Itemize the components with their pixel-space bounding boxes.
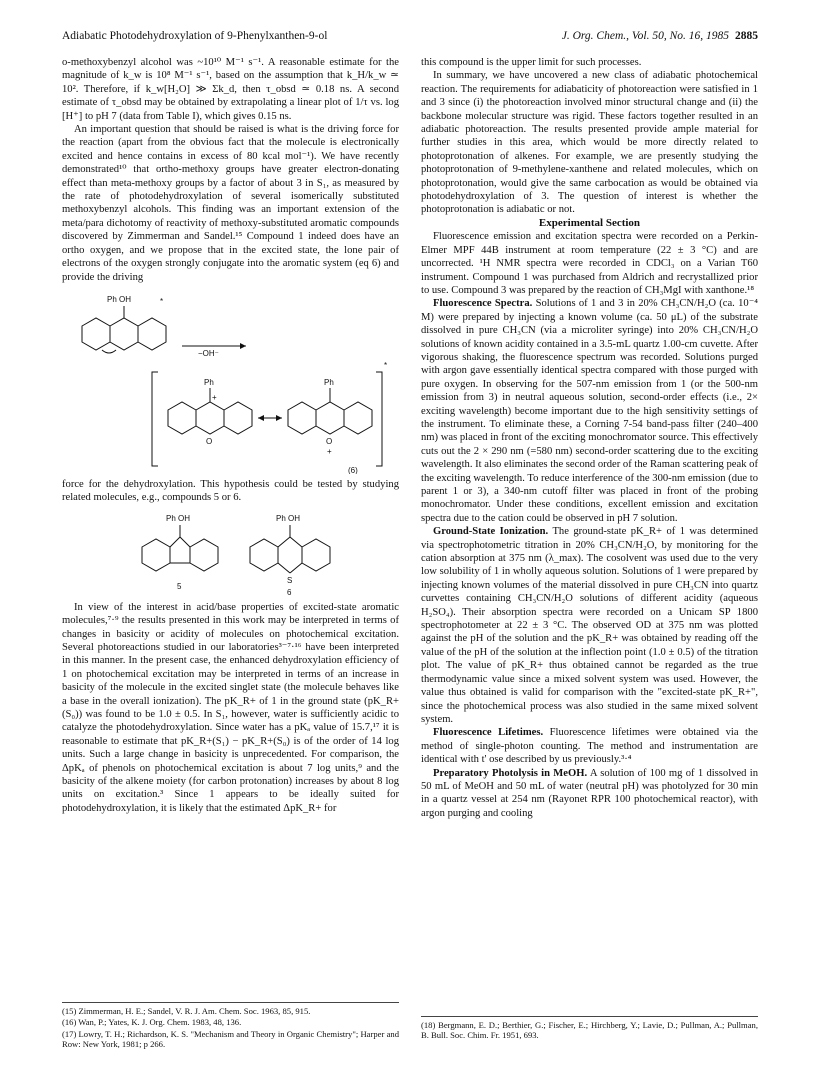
scheme-svg: [62, 288, 399, 474]
excited-star: *: [160, 296, 164, 306]
cation-ph-1: Ph: [204, 377, 214, 387]
paragraph: [421, 525, 758, 726]
left-column: [62, 56, 399, 815]
running-title: Adiabatic Photodehydroxylation of 9-Phenylxanthen-9-ol: [62, 30, 328, 42]
paragraph: [421, 726, 758, 766]
paragraph-body: Fluorescence lifetimes were obtained via the method of single-photon counting. The method and instrumentation are identical with t' ose described by us previously.³·⁴: [421, 727, 758, 766]
paragraph: [421, 767, 758, 821]
paragraph: In summary, we have uncovered a new class of adiabatic photochemical reaction. The requirements for adiabaticity of photoreaction were satisfied in 1 and 3 since (i) the photoreaction involved minor structural change and (ii) the backbone molecular structure was rigid. These factors together resulted in an adiabatic photoreaction. The results presented provide ample material for further studies in this area, which would be more directly related to photoprotonation of alkenes. For example, we are presently studying the photoprotonation of 9-methylene-xanthene and related molecules, which on photoprotonation, would give the same carbocation as would be obtained via photodehydroxylation of 3. The question of interest is whether the photoprotonation is adiabatic or not.: [421, 70, 758, 216]
sulfur-atom: S: [287, 575, 293, 585]
paragraph: An important question that should be raised is what is the driving force for the reaction (apart from the obvious fact that the molecule is electronically excited and hence contains in excess of 80 kcal mol⁻¹). We have recently demonstrated¹⁰ that ortho-methoxy groups have greater electron-donating effect than meta-methoxy groups by a factor of about 3 in S₁, as measured by the rate of photodehydroxylation of several isomerically substituted methoxybenzyl alcohols. This finding was an important extension of the meta/para dichotomy of reactivity of methoxy-substituted aromatic compounds discovered by Zimmerman and Sandel.¹⁵ Compound 1 indeed does have an ortho oxygen, and we propose that in the excited state, the lone pair of electrons of the oxygen strongly conjugate into the aromatic system (eq 6) and provide the driving: [62, 124, 399, 283]
paragraph-body: Solutions of 1 and 3 in 20% CH₃CN/H₂O (ca. 10⁻⁴ M) were prepared by injecting a known volume (ca. 50 μL) of the substrate dissolved in pure CH₃CN (via a microliter syringe) into 20% CH₃CN/H₂O solutions of known acidity contained in a 3.5-mL quartz 1.00-cm cuvette. After vigorous shaking, the fluorescence spectrum was recorded. Solutions purged with argon gave essentially identical spectra compared with those purged with pure oxygen. In observing for the 507-nm emission from 1 (or the 500-nm emission from 3) in neutral aqueous solution, second-order effects (i.e., 2× exciting wavelength) become important due to the high sensitivity settings of the instrument. To eliminate these, a Corning 7-54 band-pass filter (240–400 nm) was placed in front of the exciting monochromator source. This effectively cuts out the 2 × 290 nm (=580 nm) second-order scattering due to the exciting wavelength. It also eliminates the second order of the Raman scattering peak of the exciting wavelength. To reduce interference of the 300-nm emission (due to parent 1 or 3), a 340-nm cutoff filter was placed in front of the probing monochromator. Under these conditions, excellent emission and excitation spectra due to the cation could be observed in pH 7 solution.: [421, 298, 758, 524]
compounds-5-6: [62, 509, 399, 597]
paragraph: [421, 297, 758, 525]
paragraph: Fluorescence emission and excitation spectra were recorded on a Perkin-Elmer MPF 44B instrument at room temperature (22 ± 3 °C) and are uncorrected. ¹H NMR spectra were recorded in CDCl₃ on a Varian T60 instrument. Compound 1 was purchased from Aldrich and recrystallized prior to use. Compound 3 was prepared by the reaction of CH₃MgI with xanthone.¹⁸: [421, 231, 758, 296]
section-heading: Experimental Section: [538, 216, 641, 229]
compound-6-substituents: Ph OH: [276, 513, 301, 523]
cation-plus-2: +: [327, 446, 332, 456]
compounds-svg: [62, 509, 399, 597]
page-number: 2885: [735, 30, 758, 42]
loss-of-hydroxide: −OH⁻: [198, 348, 219, 358]
footnote: (17) Lowry, T. H.; Richardson, K. S. "Mechanism and Theory in Organic Chemistry"; Harper and Row: New York, 1981; p 266.: [62, 1028, 399, 1050]
journal-citation: [562, 30, 758, 42]
cation-ph-2: Ph: [324, 377, 334, 387]
reaction-scheme-eq6: [62, 288, 399, 474]
equation-number: (6): [348, 465, 358, 474]
cation-o-1: O: [206, 436, 213, 446]
bracket-star: *: [384, 360, 388, 370]
paragraph: this compound is the upper limit for such processes.: [421, 57, 642, 68]
subsection-heading: Fluorescence Lifetimes.: [433, 727, 544, 739]
footnotes-left: [62, 1002, 399, 1051]
subsection-heading: Preparatory Photolysis in MeOH.: [433, 767, 588, 779]
cation-plus-1: +: [212, 392, 217, 402]
paragraph: force for the dehydroxylation. This hypothesis could be tested by studying related molecules, e.g., compounds 5 or 6.: [62, 478, 399, 504]
paragraph-body: The ground-state pK_R+ of 1 was determined via spectrophotometric titration in 20% CH₃CN/H₂O, by monitoring for the cation absorption at 375 nm (λ_max). The cosolvent was used due to the very low solubility of 1 in wholly aqueous solution. Solutions of 1 were prepared by injecting known volumes of the material dissolved in pure CH₃CN into quartz curvettes containing CH₃CN/H₂O solutions of different acidity (aqueous H₂SO₄). Their absorption spectra were recorded on a Unicam SP 1800 spectrophotometer at 22 ± 3 °C. The observed OD at 375 nm was plotted against the pH of the solution and the pK_R+ was obtained by reading off the value of the pH of the solution at the inflection point (1.0 ± 0.5) of the titration plot. The value of pK_R+ thus obtained cannot be regarded as the true thermodynamic value since a mixed solvent system was used. However, the value thus obtained is valid for comparison with the "excited-state pK_R+", since the photochemical process was also studied in the same mixed solvent system.: [421, 526, 758, 725]
compound-6-number: 6: [287, 587, 292, 597]
footnote: (18) Bergmann, E. D.; Berthier, G.; Fischer, E.; Hirchberg, Y.; Lavie, D.; Pullman, A.; Pullman, B. Bull. Soc. Chim. Fr. 1951, 693.: [421, 1020, 758, 1041]
footnote: (16) Wan, P.; Yates, K. J. Org. Chem. 1983, 48, 136.: [62, 1017, 242, 1028]
subsection-heading: Fluorescence Spectra.: [433, 298, 533, 310]
subsection-heading: Ground-State Ionization.: [433, 526, 549, 538]
compound-5-substituents: Ph OH: [166, 513, 191, 523]
scheme-ph-oh: Ph OH: [107, 294, 132, 304]
journal-name: J. Org. Chem., Vol. 50, No. 16, 1985: [561, 30, 729, 42]
paragraph: In view of the interest in acid/base properties of excited-state aromatic molecules,⁷·⁹ the results presented in this work may be interpreted in terms of changes in basicity or acidity of molecules on photochemical excitation. Several photoreactions studied in our laboratories³⁻⁷·¹⁶ have been interpreted in this manner. In the present case, the enhanced dehydroxylation efficiency of 1 on photochemical excitation may be interpreted in terms of an increase in basicity of the molecule in the excited singlet state (the molecule behaves like a base in the overall ionization). The pK_R+ of 1 in the ground state (pK_R+(S₀)) was found to be 1.0 ± 0.5. In S₁, however, water is sufficiently acidic to catalyze the photodehydroxylation. Since water has a pKₐ value of 15.7,¹⁷ it is reasonable to estimate that pK_R+(S₁) − pK_R+(S₀) is of the order of 14 log units. Such a large change in basicity is unprecedented. For comparison, the ΔpKₐ of phenols on photochemical excitation is about 7 log units,⁹ and the basicity of the alkene moiety (for carbon protonation) increases by about 8 log units on excitation.³ Since 1 appears to be ideally suited for photodehydroxylation, it is likely that the estimated ΔpK_R+ for: [62, 601, 399, 814]
running-header: [62, 30, 758, 46]
footnotes-right: [421, 1016, 758, 1042]
paragraph-body: A solution of 100 mg of 1 dissolved in 50 mL of MeOH and 50 mL of water (neutral pH) was photolyzed for 30 min in a quartz vessel at 254 nm (Rayonet RPR 100 photochemical reactor), with argon purging and cooling: [421, 767, 758, 819]
footnote: (15) Zimmerman, H. E.; Sandel, V. R. J. Am. Chem. Soc. 1963, 85, 915.: [62, 1006, 311, 1016]
cation-o-2: O: [326, 436, 333, 446]
compound-5-number: 5: [177, 581, 182, 591]
paragraph: o-methoxybenzyl alcohol was ~10¹⁰ M⁻¹ s⁻¹. A reasonable estimate for the magnitude of k_w is 10⁸ M⁻¹ s⁻¹, based on the assumption that k_H/k_w ≃ 10². Therefore, if k_w[H₂O] ≫ Σk_d, then τ_obsd ≃ 0.18 ns. A second estimate of τ_obsd may be obtained by extrapolating a linear plot of 1/τ vs. log [H⁺] to pH 7 (data from Table I), which gives 0.15 ns.: [62, 57, 399, 122]
right-column: [421, 56, 758, 820]
